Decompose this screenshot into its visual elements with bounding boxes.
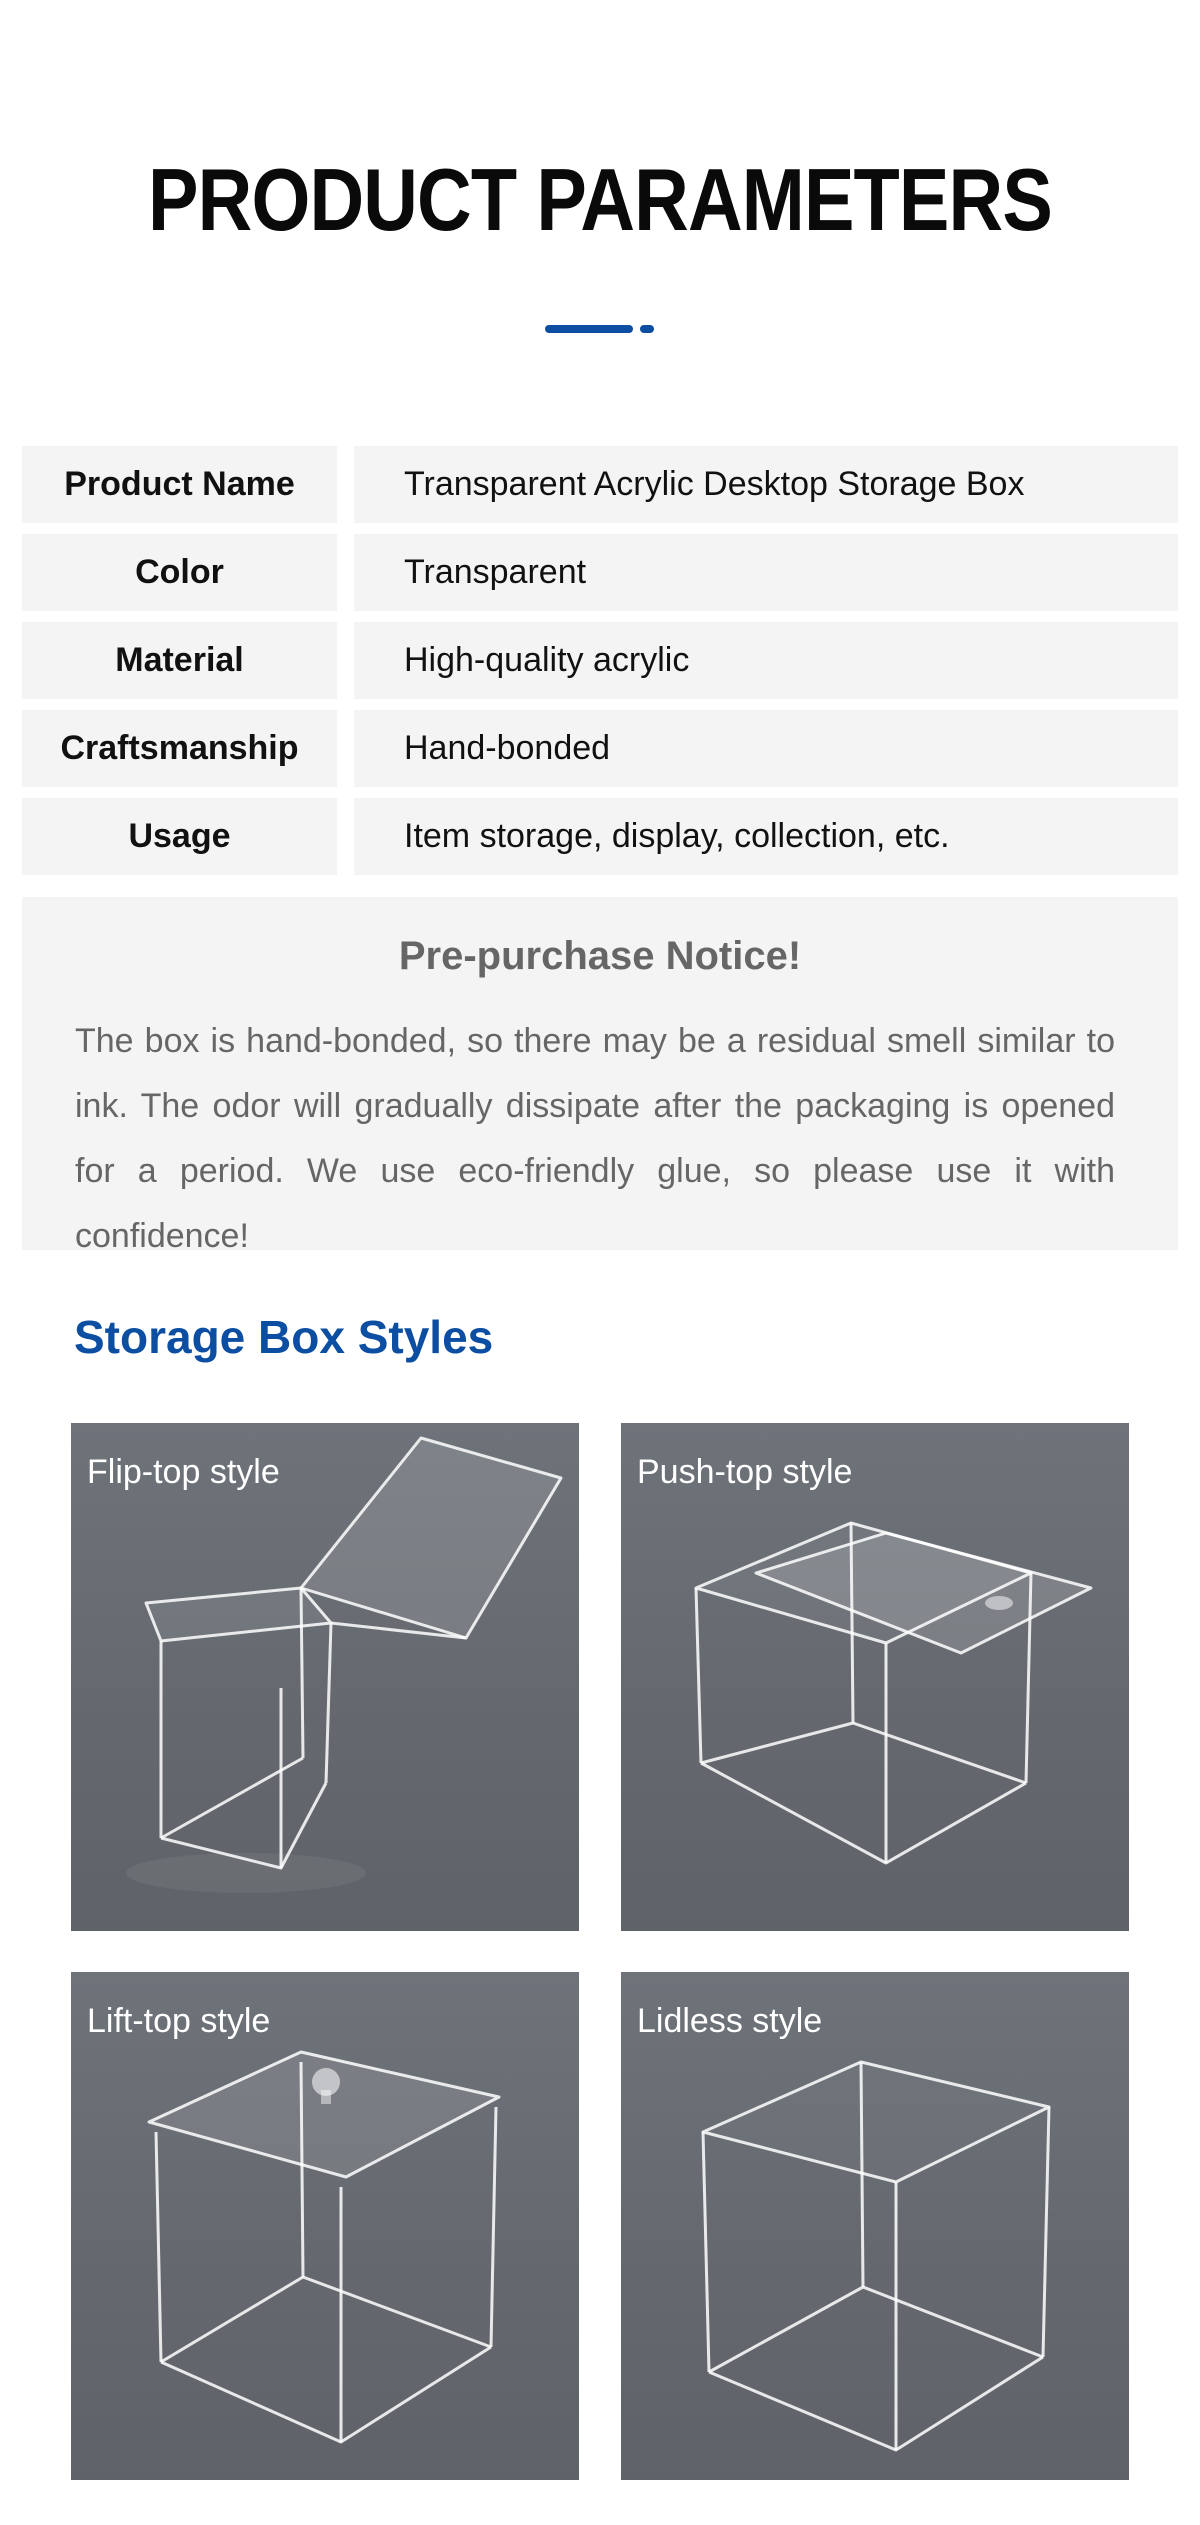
- param-value: Hand-bonded: [354, 710, 1178, 787]
- param-label: Craftsmanship: [22, 710, 337, 787]
- style-card-lidless: [621, 1972, 1129, 2480]
- style-card-lift-top: [71, 1972, 579, 2480]
- param-label: Material: [22, 622, 337, 699]
- style-label: Push-top style: [637, 1453, 853, 1491]
- lidless-box-image: [621, 1972, 1129, 2480]
- title-accent-divider: [545, 325, 633, 333]
- style-label: Lift-top style: [87, 2002, 271, 2040]
- param-value: Transparent: [354, 534, 1178, 611]
- style-label: Flip-top style: [87, 1453, 280, 1491]
- param-label: Usage: [22, 798, 337, 875]
- table-row: [22, 710, 1178, 787]
- table-row: [22, 446, 1178, 523]
- storage-styles-heading: Storage Box Styles: [74, 1311, 494, 1363]
- page-title: PRODUCT PARAMETERS: [148, 150, 1052, 249]
- push-top-box-image: [621, 1423, 1129, 1931]
- notice-body: The box is hand-bonded, so there may be a residual smell similar to ink. The odor will gradually dissipate after the packaging is opened for a period. We use eco-friendly glue, so please use it with confidence!: [75, 1022, 1115, 1255]
- title-accent-dot: [640, 325, 654, 333]
- param-label: Color: [22, 534, 337, 611]
- notice-title: Pre-purchase Notice!: [398, 934, 802, 978]
- pre-purchase-notice: [22, 897, 1178, 1255]
- param-value: Transparent Acrylic Desktop Storage Box: [354, 446, 1178, 523]
- flip-top-box-image: [71, 1423, 579, 1931]
- param-value: High-quality acrylic: [354, 622, 1178, 699]
- style-card-push-top: [621, 1423, 1129, 1931]
- param-label: Product Name: [22, 446, 337, 523]
- table-row: [22, 622, 1178, 699]
- style-card-flip-top: [71, 1423, 579, 1931]
- style-label: Lidless style: [637, 2002, 823, 2040]
- param-value: Item storage, display, collection, etc.: [354, 798, 1178, 875]
- lift-top-box-image: [71, 1972, 579, 2480]
- table-row: [22, 798, 1178, 875]
- table-row: [22, 534, 1178, 611]
